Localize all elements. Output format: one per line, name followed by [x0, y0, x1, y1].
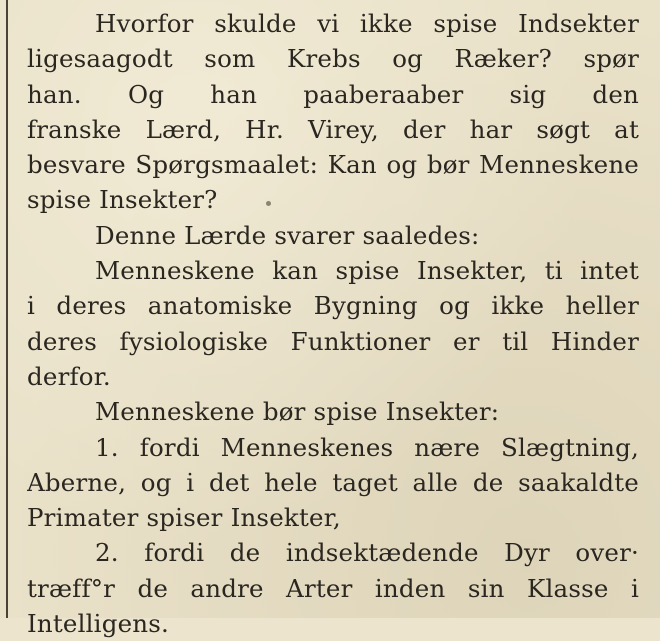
text-line-8: Menneskene kan spise Insekter, ti intet — [95, 256, 639, 286]
text-line-7: Denne Lærde svarer saaledes: — [95, 220, 480, 250]
text-line-15: Primater spiser Insekter, — [27, 503, 341, 533]
text-line-3: han. Og han paaberaaber sig den — [27, 79, 639, 109]
text-line-2: ligesaagodt som Krebs og Ræker? spør — [27, 44, 639, 74]
text-line-13: 1. fordi Menneskenes nære Slægtning, — [95, 432, 639, 462]
text-line-18: Intelligens. — [27, 609, 170, 639]
text-line-10: deres fysiologiske Funktioner er til Hinder — [27, 326, 639, 356]
column-rule — [6, 0, 8, 618]
text-line-14: Aberne, og i det hele taget alle de saakaldte — [27, 467, 639, 497]
text-line-11: derfor. — [27, 361, 111, 391]
text-line-16: 2. fordi de indsektædende Dyr over· — [95, 538, 639, 568]
text-line-1: Hvorfor skulde vi ikke spise Indsekter — [95, 9, 639, 38]
text-line-6: spise Insekter? — [27, 185, 218, 215]
text-line-17: træff°r de andre Arter inden sin Klasse i — [27, 573, 639, 603]
text-line-12: Menneskene bør spise Insekter: — [95, 397, 500, 427]
text-line-4: franske Lærd, Hr. Virey, der har søgt at — [27, 114, 639, 144]
text-line-5: besvare Spørgsmaalet: Kan og bør Menneskene — [27, 150, 639, 180]
text-line-9: i deres anatomiske Bygning og ikke heller — [27, 291, 639, 321]
article-text — [27, 6, 639, 641]
